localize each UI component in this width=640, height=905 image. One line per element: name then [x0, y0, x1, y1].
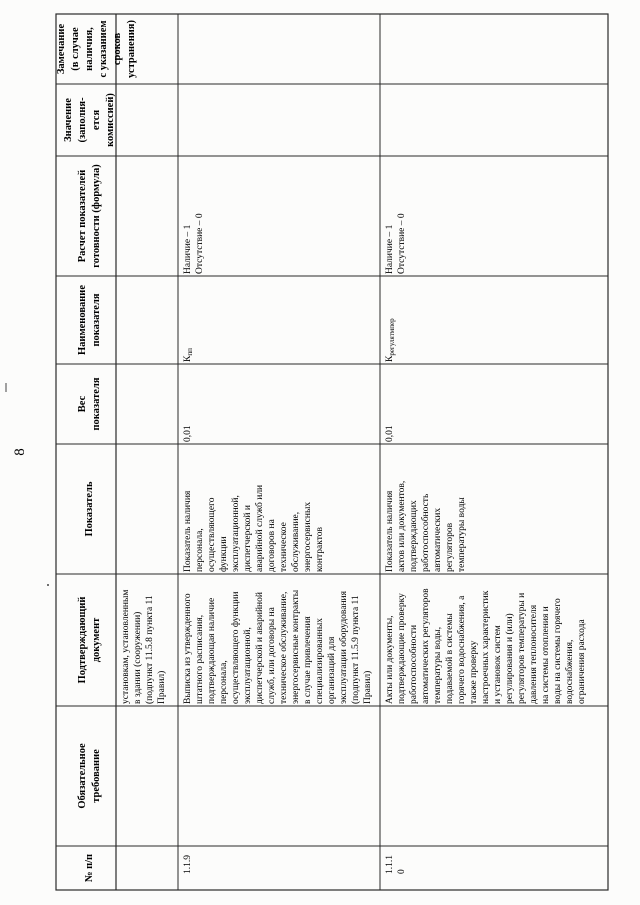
svg-text:эксплуатационной,: эксплуатационной,	[231, 495, 241, 572]
page-number: 8	[12, 448, 28, 456]
row2-indicator	[183, 485, 325, 572]
header-document	[77, 597, 102, 684]
row1-document	[121, 590, 167, 704]
svg-text:температуры воды,: температуры воды,	[433, 626, 443, 704]
svg-text:подтверждающие проверку: подтверждающие проверку	[397, 593, 407, 704]
svg-text:техническое обслуживание,: техническое обслуживание,	[279, 591, 289, 704]
row3-indicator	[385, 481, 467, 572]
svg-text:автоматических: автоматических	[433, 507, 443, 572]
row2-weight: 0,01	[183, 425, 193, 442]
row3-number-a: 1.1.1	[385, 855, 395, 874]
header-formula	[77, 164, 102, 268]
svg-text:актов или документов,: актов или документов,	[397, 480, 407, 572]
row2-name-sub: пп	[186, 348, 194, 356]
svg-text:Вес: Вес	[77, 395, 88, 413]
svg-text:Правил): Правил)	[157, 670, 167, 704]
svg-text:требование: требование	[91, 749, 102, 803]
svg-text:аварийной служб или: аварийной служб или	[255, 484, 265, 572]
svg-text:подтверждающих: подтверждающих	[409, 500, 419, 572]
svg-text:Показатель наличия: Показатель наличия	[385, 490, 395, 572]
svg-text:автоматических регуляторов: автоматических регуляторов	[421, 588, 431, 704]
svg-text:Показатель наличия: Показатель наличия	[183, 490, 193, 572]
svg-text:техническое: техническое	[279, 522, 289, 572]
svg-text:энергосервисных: энергосервисных	[303, 501, 313, 572]
header-no: № п/п	[84, 853, 95, 883]
svg-text:специализированных: специализированных	[315, 617, 325, 704]
header-value	[63, 93, 116, 147]
row2-formula-1: Наличие – 1	[183, 224, 193, 274]
svg-text:функции: функции	[219, 536, 229, 572]
row3-document	[385, 588, 587, 704]
svg-text:Обязательное: Обязательное	[77, 743, 88, 809]
svg-text:с указанием: с указанием	[98, 20, 109, 78]
row2-name	[183, 348, 194, 362]
svg-text:водоснабжения,: водоснабжения,	[565, 639, 575, 704]
svg-text:в случае привлечения: в случае привлечения	[303, 616, 313, 704]
row3-number-b: 0	[397, 869, 407, 874]
svg-text:температуры воды: температуры воды	[457, 497, 467, 572]
table-border	[56, 14, 608, 890]
svg-text:энергосервисные контракты: энергосервисные контракты	[291, 589, 301, 704]
svg-text:Правил): Правил)	[363, 670, 373, 704]
svg-text:(подпункт 11.5.8 пункта 11: (подпункт 11.5.8 пункта 11	[145, 595, 155, 704]
row3-formula-2: Отсутствие – 0	[397, 213, 407, 274]
svg-text:диспетчерской и аварийной: диспетчерской и аварийной	[255, 592, 265, 704]
svg-text:(подпункт 11.5.9 пункта 11: (подпункт 11.5.9 пункта 11	[351, 595, 361, 704]
svg-text:(в случае: (в случае	[70, 27, 81, 71]
svg-text:обслуживание,: обслуживание,	[291, 511, 301, 572]
svg-text:штатного расписания,: штатного расписания,	[195, 614, 205, 704]
row3-formula-1: Наличие – 1	[385, 224, 395, 274]
row2-number: 1.1.9	[183, 855, 193, 874]
svg-text:диспетчерской и: диспетчерской и	[243, 505, 253, 572]
row2-name-main: К	[183, 355, 193, 362]
svg-text:контрактов: контрактов	[315, 527, 325, 572]
svg-text:регуляторов: регуляторов	[445, 522, 455, 572]
row2-document	[183, 589, 373, 704]
svg-text:договоров на: договоров на	[267, 519, 277, 572]
row3-name-sub: регулятмпер	[388, 318, 396, 356]
header-requirement	[77, 743, 102, 809]
svg-text:Подтверждающий: Подтверждающий	[77, 596, 88, 684]
svg-text:воды на системы горячего: воды на системы горячего	[553, 598, 563, 704]
svg-text:персонала,: персонала,	[219, 660, 229, 704]
svg-text:Замечание: Замечание	[56, 23, 67, 75]
svg-text:эксплуатационной,: эксплуатационной,	[243, 627, 253, 704]
svg-text:служб, или договоры на: служб, или договоры на	[267, 607, 277, 704]
row3-name-main: К	[385, 355, 395, 362]
svg-text:регуляторов температуры и: регуляторов температуры и	[517, 592, 527, 704]
header-weight	[77, 377, 102, 430]
svg-text:в здании (сооружении): в здании (сооружении)	[133, 611, 143, 704]
svg-text:наличия,: наличия,	[84, 27, 95, 71]
svg-text:персонала,: персонала,	[195, 528, 205, 572]
svg-text:работоспособности: работоспособности	[409, 624, 419, 704]
svg-text:осуществляющего функции: осуществляющего функции	[231, 591, 241, 704]
svg-text:комиссией): комиссией)	[105, 93, 116, 147]
svg-text:давления теплоносителя: давления теплоносителя	[529, 604, 539, 704]
svg-text:Наименование: Наименование	[77, 285, 88, 355]
svg-text:организаций для: организаций для	[327, 636, 337, 704]
header-remark	[56, 20, 137, 78]
svg-text:Акты или документы,: Акты или документы,	[385, 615, 395, 704]
svg-text:и установок систем: и установок систем	[493, 625, 503, 704]
svg-text:настроечных характеристик: настроечных характеристик	[481, 590, 491, 704]
row2-formula-2: Отсутствие – 0	[195, 213, 205, 274]
svg-text:подаваемой в системы: подаваемой в системы	[445, 613, 455, 704]
svg-text:сроков: сроков	[112, 32, 123, 66]
svg-text:подтверждающая наличие: подтверждающая наличие	[207, 597, 217, 704]
svg-text:работоспособность: работоспособность	[421, 493, 431, 572]
svg-text:показателя: показателя	[91, 377, 102, 431]
svg-text:ограничения расхода: ограничения расхода	[577, 619, 587, 704]
svg-text:(заполня-: (заполня-	[77, 97, 88, 143]
svg-text:установкам, установленным: установкам, установленным	[121, 589, 131, 704]
svg-text:Выписка из утвержденного: Выписка из утвержденного	[183, 593, 193, 704]
header-name	[77, 285, 102, 355]
svg-text:эксплуатации оборудования: эксплуатации оборудования	[339, 590, 349, 704]
svg-text:регулирования и (или): регулирования и (или)	[505, 613, 515, 704]
header-indicator: Показатель	[84, 481, 95, 537]
scan-dot	[47, 584, 49, 586]
svg-text:на системы отопления и: на системы отопления и	[541, 606, 551, 704]
svg-text:горячего водоснабжения, а: горячего водоснабжения, а	[457, 595, 467, 704]
row3-name	[385, 318, 396, 362]
svg-text:показателя: показателя	[91, 293, 102, 347]
svg-text:документ: документ	[91, 617, 102, 663]
svg-text:Расчет показателей: Расчет показателей	[77, 169, 88, 263]
svg-text:устранения): устранения)	[126, 20, 137, 78]
svg-text:Значение: Значение	[63, 98, 74, 142]
svg-text:готовности (формула): готовности (формула)	[91, 164, 102, 268]
row3-weight: 0,01	[385, 425, 395, 442]
svg-text:также проверку: также проверку	[469, 640, 479, 704]
svg-text:ется: ется	[91, 109, 102, 131]
svg-text:осуществляющего: осуществляющего	[207, 497, 217, 572]
